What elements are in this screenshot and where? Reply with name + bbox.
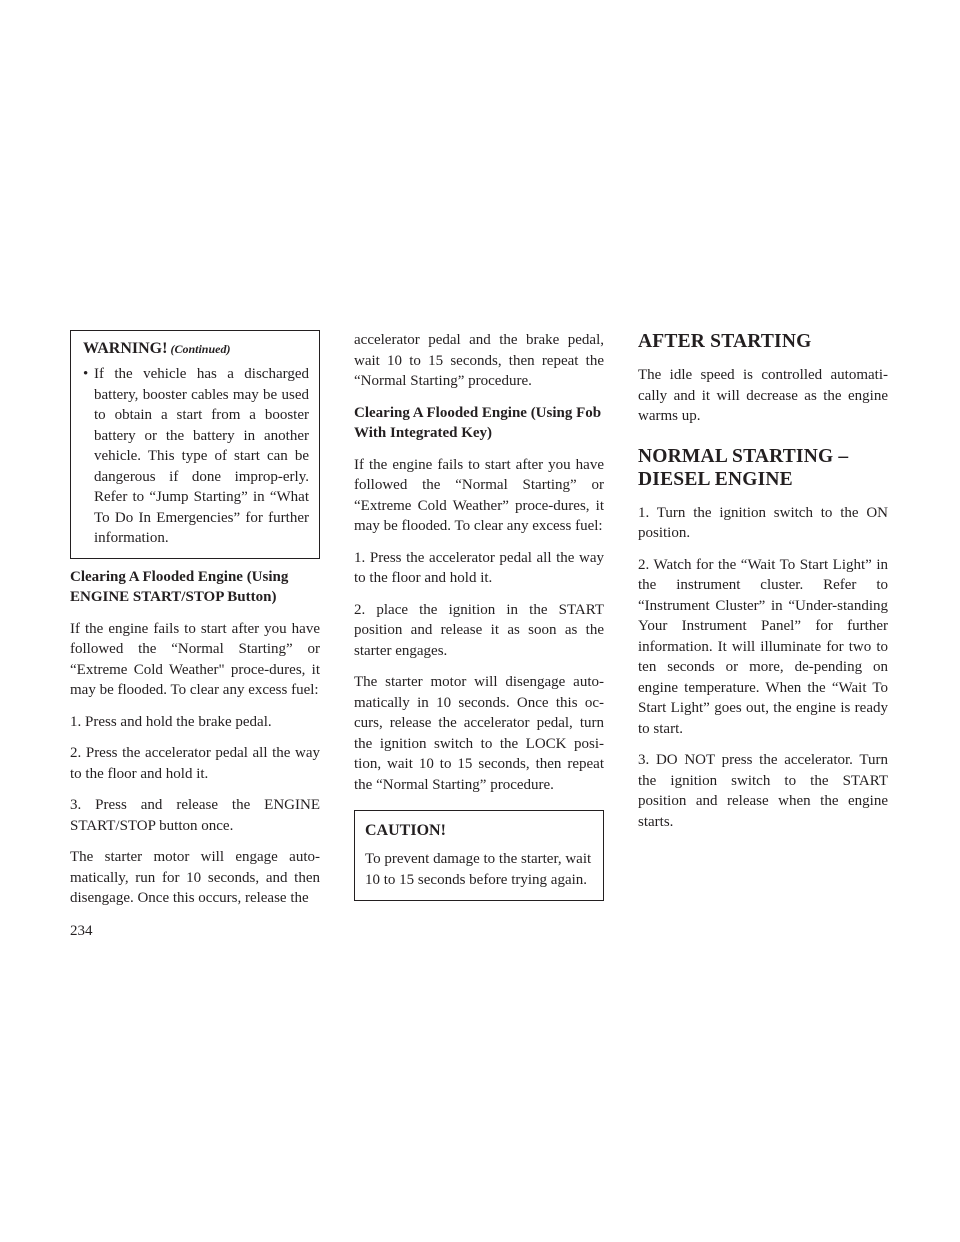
warning-title: WARNING! (Continued) <box>83 340 231 357</box>
after-starting-heading: AFTER STARTING <box>638 331 812 352</box>
step-item: 2. Press the accelerator pedal all the way to the floor and hold it. <box>70 745 320 782</box>
warning-bullet-text: If the vehicle has a discharged battery, booster cables may be used to obtain a start from a booster battery or the battery in another vehicle. This type of start can be dangerous if done improp-erly. Refer to “Jump Starting” in “What To Do In Emergencies” for further information. <box>94 366 309 546</box>
paragraph: If the engine fails to start after you have followed the “Normal Starting” or “Extreme Cold Weather” proce-dures, it may be flooded. To clear any excess fuel: <box>354 456 604 534</box>
column-right <box>638 330 888 843</box>
section-heading: Clearing A Flooded Engine (Using ENGINE START/STOP Button) <box>70 568 289 605</box>
step-item: 3. DO NOT press the accelerator. Turn the ignition switch to the START position and release when the engine starts. <box>638 752 888 830</box>
column-middle <box>354 330 604 901</box>
warning-box <box>70 330 320 559</box>
paragraph: If the engine fails to start after you have followed the “Normal Starting” or “Extreme Cold Weather" proce-dures, it may be flooded. To clear any excess fuel: <box>70 620 320 698</box>
paragraph: The starter motor will engage auto-matically, run for 10 seconds, and then disengage. Once this occurs, release the <box>70 849 320 906</box>
step-item: 1. Press and hold the brake pedal. <box>70 713 272 730</box>
column-left <box>70 330 320 920</box>
warning-bullet <box>83 364 309 549</box>
step-item: 2. Watch for the “Wait To Start Light” in the instrument cluster. Refer to “Instrument Cluster” in “Under-standing Your Instrument Panel” for further information. It will illuminate for two to ten seconds or more, de-pending on engine temperature. When the “Wait To Start Light” goes out, the engine is ready to start. <box>638 556 888 737</box>
step-item: 1. Turn the ignition switch to the ON position. <box>638 504 888 541</box>
caution-box <box>354 810 604 901</box>
diesel-starting-heading: NORMAL STARTING – DIESEL ENGINE <box>638 445 849 490</box>
page-number: 234 <box>70 923 93 939</box>
bullet-icon: • <box>83 366 89 382</box>
paragraph: accelerator pedal and the brake pedal, wait 10 to 15 seconds, then repeat the “Normal Starting” procedure. <box>354 332 604 389</box>
paragraph: The idle speed is controlled automati-cally and it will decrease as the engine warms up. <box>638 367 888 424</box>
section-heading: Clearing A Flooded Engine (Using Fob With Integrated Key) <box>354 404 602 441</box>
caution-title: CAUTION! <box>365 822 446 839</box>
paragraph: The starter motor will disengage auto-matically in 10 seconds. Once this oc-curs, release the accelerator pedal, turn the ignition switch to the LOCK posi-tion, wait 10 to 15 seconds, then repeat the “Normal Starting” procedure. <box>354 674 604 793</box>
step-item: 2. place the ignition in the START position and release it as soon as the starter engages. <box>354 601 604 659</box>
caution-text: To prevent damage to the starter, wait 10 to 15 seconds before trying again. <box>365 851 592 888</box>
step-item: 1. Press the accelerator pedal all the way to the floor and hold it. <box>354 549 604 586</box>
warning-continued: (Continued) <box>170 342 231 356</box>
step-item: 3. Press and release the ENGINE START/STOP button once. <box>70 797 320 834</box>
